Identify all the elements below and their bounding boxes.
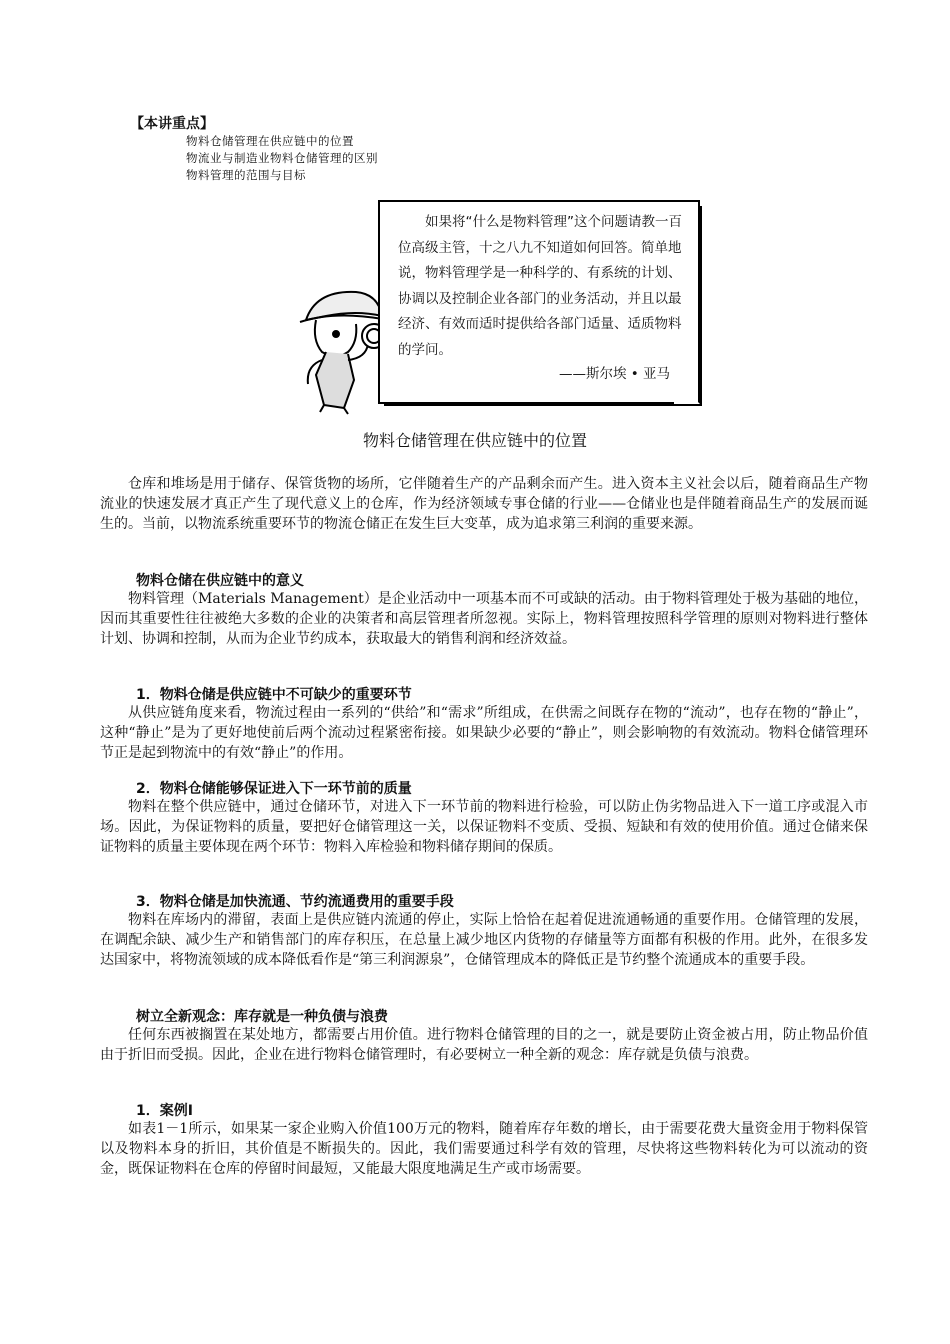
point-heading: 1．物料仓储是供应链中不可缺少的重要环节 [136, 687, 412, 703]
page-title: 物料仓储管理在供应链中的位置 [362, 431, 587, 450]
section-paragraph: 物料管理（Materials Management）是企业活动中一项基本而不可或缺的活动。由于物料管理处于极为基础的地位，因而其重要性往往被绝大多数的企业的决策者和高层管理者所忽视。实际上，物料管理按照科学管理的原则对物料进行整体计划、协调和控制，从而为企业节约成本，获取最大的销售利润和经济效益。 [100, 591, 868, 647]
quote-text: 如果将“什么是物料管理”这个问题请教一百位高级主管，十之八九不知道如何回答。简单地说，物料管理学是一种科学的、有系统的计划、协调以及控制企业各部门的业务活动，并且以最经济、有效而适时提供给各部门适量、适质物料的学问。 [398, 214, 682, 358]
key-points-heading: 【本讲重点】 [130, 116, 214, 132]
intro-paragraph: 仓库和堆场是用于储存、保管货物的场所，它伴随着生产的产品剩余而产生。进入资本主义社会以后，随着商品生产物流业的快速发展才真正产生了现代意义上的仓库，作为经济领域专事仓储的行业——仓储业也是伴随着商品生产的发展而诞生的。当前，以物流系统重要环节的物流仓储正在发生巨大变革，成为追求第三利润的重要来源。 [100, 476, 868, 532]
point-paragraph: 物料在库场内的滞留，表面上是供应链内流通的停止，实际上恰恰在起着促进流通畅通的重要作用。仓储管理的发展，在调配余缺、减少生产和销售部门的库存积压，在总量上减少地区内货物的存储量等方面都有积极的作用。此外，在很多发达国家中，将物流领域的成本降低看作是“第三利润源泉”，仓储管理成本的降低正是节约整个流通成本的重要手段。 [100, 912, 868, 968]
key-point-item: 物料管理的范围与目标 [186, 168, 306, 182]
point-heading: 3．物料仓储是加快流通、节约流通费用的重要手段 [136, 894, 454, 910]
point-paragraph: 从供应链角度来看，物流过程由一系列的“供给”和“需求”所组成，在供需之间既存在物的“流动”，也存在物的“静止”，这种“静止”是为了更好地使前后两个流动过程紧密衔接。如果缺少必要的“静止”，则会影响物的有效流动。物料仓储管理环节正是起到物流中的有效“静止”的作用。 [100, 705, 868, 761]
point-heading: 2．物料仓储能够保证进入下一环节前的质量 [136, 781, 412, 797]
point-paragraph: 物料在整个供应链中，通过仓储环节，对进入下一环节前的物料进行检验，可以防止伪劣物品进入下一道工序或混入市场。因此，为保证物料的质量，要把好仓储管理这一关，以保证物料不变质、受损、短缺和有效的使用价值。通过仓储来保证物料的质量主要体现在两个环节：物料入库检验和物料储存期间的保质。 [100, 799, 868, 855]
case-paragraph: 如表1－1所示，如果某一家企业购入价值100万元的物料，随着库存年数的增长，由于需要花费大量资金用于物料保管以及物料本身的折旧，其价值是不断损失的。因此，我们需要通过科学有效的管理，尽快将这些物料转化为可以流动的资金，既保证物料在仓库的停留时间最短，又能最大限度地满足生产或市场需要。 [100, 1121, 868, 1177]
key-point-item: 物料仓储管理在供应链中的位置 [186, 134, 354, 148]
quote-box [378, 200, 700, 404]
section-heading: 树立全新观念：库存就是一种负债与浪费 [136, 1009, 388, 1025]
section-heading: 物料仓储在供应链中的意义 [136, 573, 304, 589]
page-curl [674, 378, 700, 404]
case-heading: 1．案例Ⅰ [136, 1103, 193, 1119]
section-paragraph: 任何东西被搁置在某处地方，都需要占用价值。进行物料仓储管理的目的之一，就是要防止资金被占用，防止物品价值由于折旧而受损。因此，企业在进行物料仓储管理时，有必要树立一种全新的观念：库存就是负债与浪费。 [100, 1027, 868, 1063]
quote-attribution: ——斯尔埃 • 亚马 [558, 366, 670, 382]
key-point-item: 物流业与制造业物料仓储管理的区别 [186, 151, 378, 165]
